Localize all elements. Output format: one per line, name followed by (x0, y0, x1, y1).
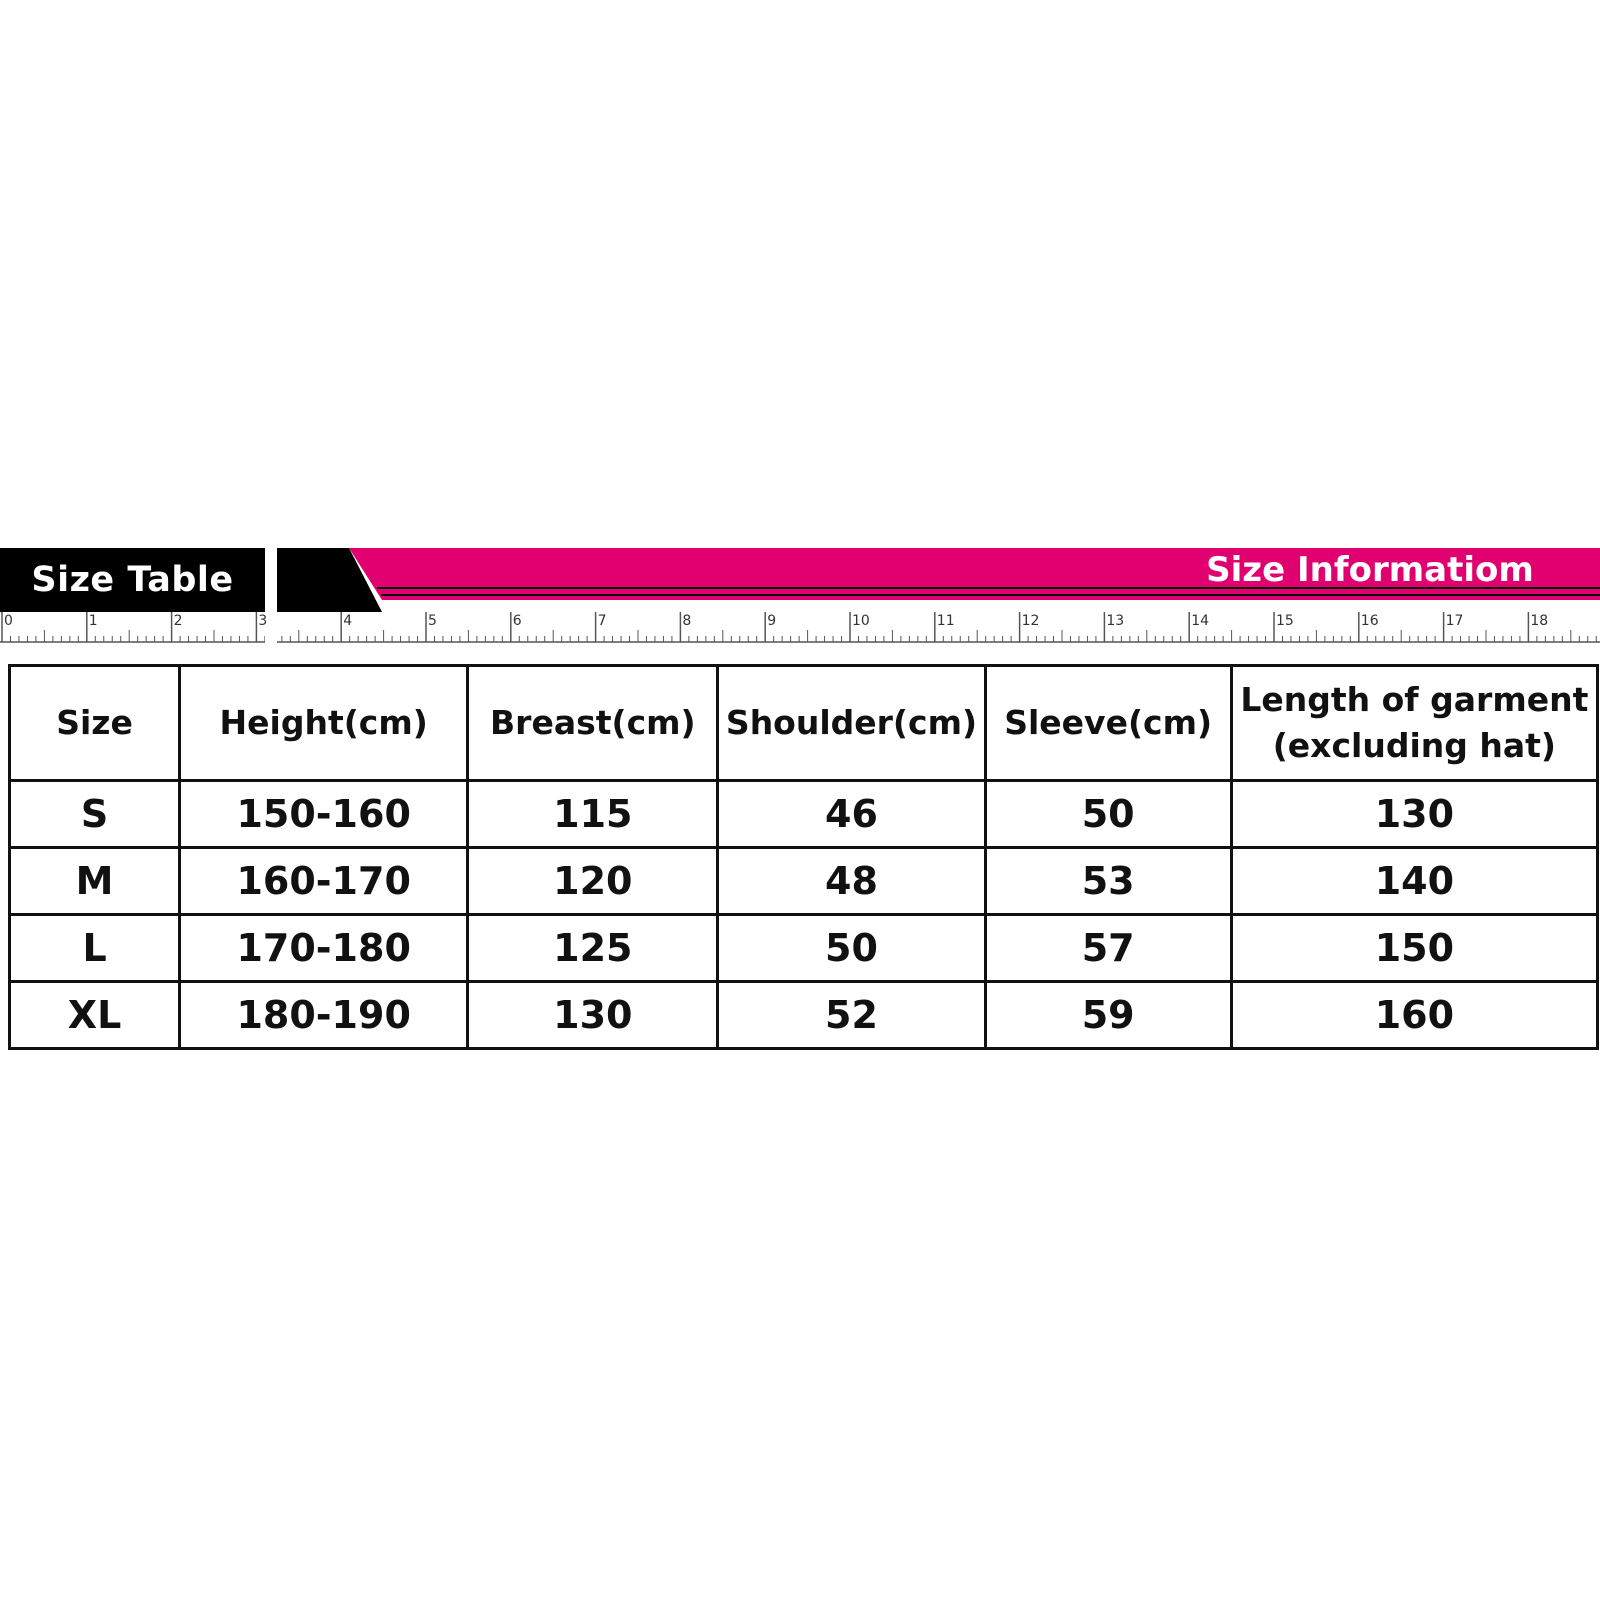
ruler-number: 3 (258, 613, 268, 629)
cell-length: 150 (1231, 915, 1597, 982)
cell-shoulder: 52 (718, 982, 985, 1049)
ruler-number: 18 (1530, 613, 1549, 629)
ruler-number: 15 (1276, 613, 1294, 629)
table-row (10, 781, 1598, 848)
cell-sleeve: 57 (985, 915, 1231, 982)
cell-breast: 115 (468, 781, 718, 848)
cell-breast: 120 (468, 848, 718, 915)
table-header-row (10, 666, 1598, 781)
ruler-number: 10 (852, 613, 870, 629)
header-size: Size (10, 666, 180, 781)
cell-height: 170-180 (180, 915, 468, 982)
cell-sleeve: 59 (985, 982, 1231, 1049)
table-row (10, 915, 1598, 982)
table-row (10, 982, 1598, 1049)
cell-shoulder: 50 (718, 915, 985, 982)
ruler-number: 1 (88, 613, 98, 629)
header-sleeve: Sleeve(cm) (985, 666, 1231, 781)
ruler-number: 16 (1360, 613, 1379, 629)
cell-sleeve: 53 (985, 848, 1231, 915)
header-height: Height(cm) (180, 666, 468, 781)
cell-height: 150-160 (180, 781, 468, 848)
ruler-number: 6 (512, 613, 522, 629)
header-shoulder: Shoulder(cm) (718, 666, 985, 781)
cell-height: 180-190 (180, 982, 468, 1049)
ruler-number: 9 (767, 613, 777, 629)
header-length (1231, 666, 1597, 781)
cell-height: 160-170 (180, 848, 468, 915)
size-table-title: Size Table (31, 560, 234, 600)
cell-size: L (10, 915, 180, 982)
ruler-number: 8 (682, 613, 692, 629)
cell-length: 130 (1231, 781, 1597, 848)
ruler-number: 5 (428, 613, 437, 629)
cell-shoulder: 46 (718, 781, 985, 848)
ruler-number: 13 (1106, 613, 1125, 629)
size-information-title: Size Informatiom (1206, 550, 1534, 590)
cell-size: M (10, 848, 180, 915)
ruler-number: 7 (597, 613, 607, 629)
cell-size: S (10, 781, 180, 848)
ruler-number: 17 (1445, 613, 1464, 629)
table-row (10, 848, 1598, 915)
cell-length: 140 (1231, 848, 1597, 915)
ruler-number: 12 (1021, 613, 1040, 629)
header-length-line1: Length of garment (1240, 680, 1589, 719)
ruler-number: 4 (343, 613, 353, 629)
cell-shoulder: 48 (718, 848, 985, 915)
cell-breast: 130 (468, 982, 718, 1049)
size-chart-table (8, 664, 1599, 1050)
ruler-number: 0 (4, 613, 13, 629)
cell-sleeve: 50 (985, 781, 1231, 848)
ruler-number: 14 (1191, 613, 1210, 629)
cell-breast: 125 (468, 915, 718, 982)
header-length-line2: (excluding hat) (1272, 726, 1556, 765)
ruler-number: 2 (173, 613, 183, 629)
cell-length: 160 (1231, 982, 1597, 1049)
cell-size: XL (10, 982, 180, 1049)
header-breast: Breast(cm) (468, 666, 718, 781)
ruler-number: 11 (936, 613, 955, 629)
